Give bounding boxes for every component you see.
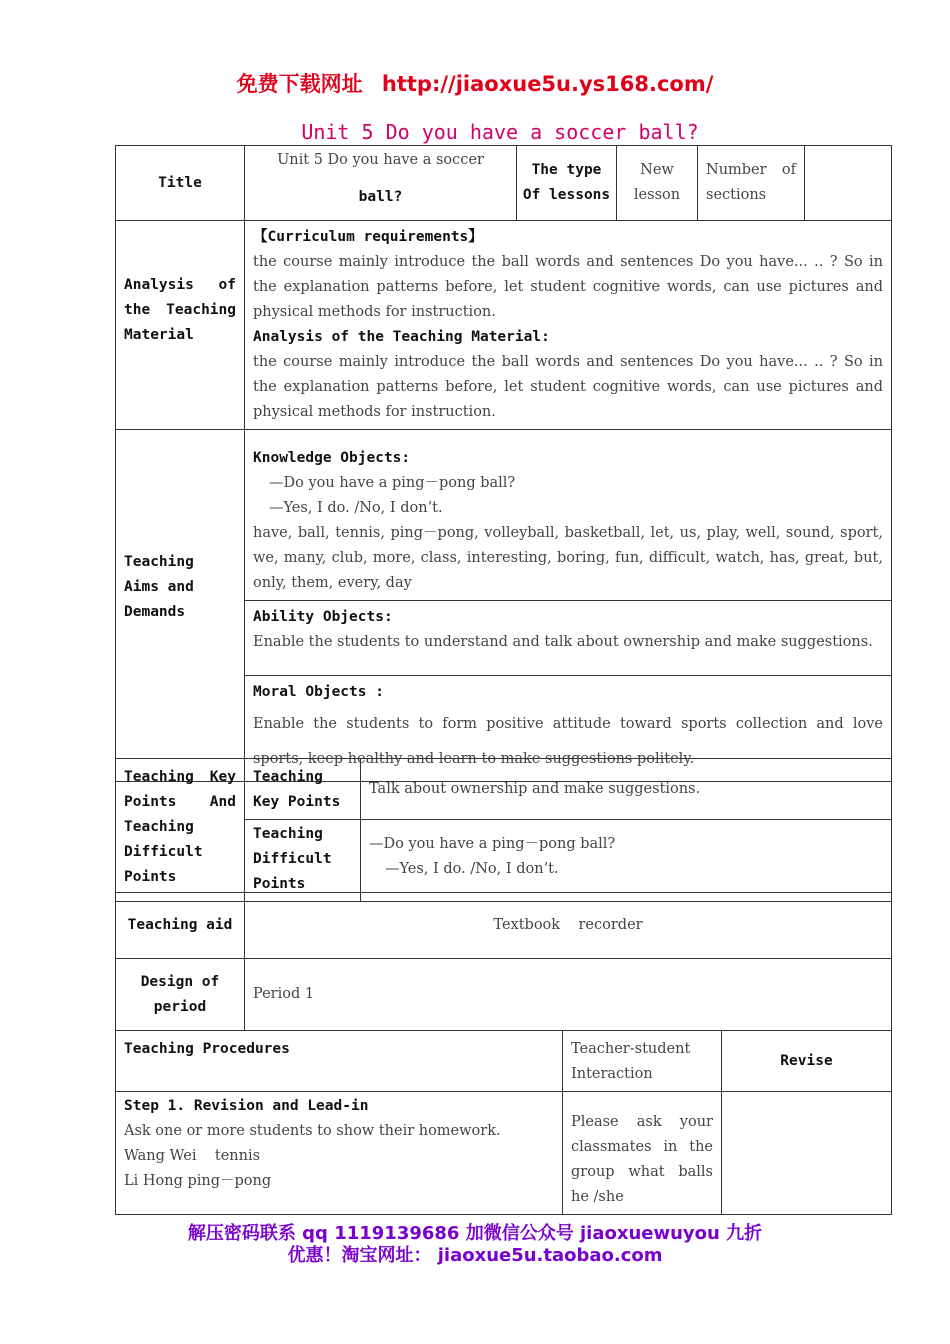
- step-1: [116, 1092, 563, 1215]
- sections-value: [805, 146, 892, 221]
- footer-line2: [0, 1241, 950, 1267]
- interaction-text: Please ask your classmates in the group what balls he /she: [563, 1092, 722, 1215]
- lesson-type-value: New lesson: [617, 146, 698, 221]
- step-1-line1: Ask one or more students to show their homework.: [124, 1123, 501, 1139]
- key-points-table: [115, 758, 892, 902]
- analysis-table: [115, 220, 892, 782]
- procedures-table: [115, 1030, 892, 1215]
- aid-table: [115, 892, 892, 1031]
- teaching-aid-value: Textbook recorder: [245, 893, 892, 959]
- difficult-points-text: [361, 820, 892, 902]
- title-label: Title: [116, 146, 245, 221]
- document-title: Unit 5 Do you have a soccer ball?: [301, 120, 699, 144]
- title-table: [115, 145, 892, 221]
- title-value-line2: ball?: [358, 189, 403, 205]
- curriculum-heading: 【Curriculum requirements】: [253, 229, 483, 245]
- title-value: [245, 146, 517, 221]
- design-label: Design of period: [116, 959, 245, 1031]
- footer-contact-label: 解压密码联系: [187, 1223, 296, 1244]
- revise-cell: [722, 1092, 892, 1215]
- key-points-sublabel: Teaching Key Points: [245, 759, 361, 820]
- moral-heading: Moral Objects :: [253, 684, 384, 700]
- analysis-heading: Analysis of the Teaching Material:: [253, 329, 550, 345]
- analysis-label: Analysis of the Teaching Material: [116, 221, 245, 430]
- download-header: [0, 68, 950, 98]
- footer-discount: 九折: [726, 1223, 763, 1244]
- ability-objects: [245, 601, 892, 676]
- aims-label: Teaching Aims and Demands: [116, 430, 245, 782]
- design-value: Period 1: [245, 959, 892, 1031]
- key-points-text: Talk about ownership and make suggestions.: [361, 759, 892, 820]
- analysis-text: the course mainly introduce the ball words and sentences Do you have... .. ? So in the explanation patterns before, let student cognitive words, can use pictures and physical methods for instruction.: [253, 354, 883, 420]
- moral-text: Enable the students to form positive attitude toward sports collection and love sports, keep healthy and learn to make suggestions politely.: [253, 716, 883, 767]
- footer-shop-label: 优惠！淘宝网址：: [287, 1245, 432, 1266]
- curriculum-text: the course mainly introduce the ball words and sentences Do you have... .. ? So in the explanation patterns before, let student cognitive words, can use pictures and physical methods for instruction.: [253, 254, 883, 320]
- footer-shop-link[interactable]: jiaoxue5u.taobao.com: [437, 1245, 663, 1266]
- lesson-type-label: The type Of lessons: [517, 146, 617, 221]
- ability-heading: Ability Objects:: [253, 609, 393, 625]
- interaction-heading: Teacher-student Interaction: [563, 1031, 722, 1092]
- knowledge-words: have, ball, tennis, ping－pong, volleyball, basketball, let, us, play, well, sound, sport, we, many, club, more, class, interesting, boring, fun, difficult, watch, has, great, but, only, them, every, day: [253, 525, 883, 591]
- teaching-aid-label: Teaching aid: [116, 893, 245, 959]
- key-points-label: Teaching Key Points And Teaching Difficult Points: [116, 759, 245, 902]
- footer-qq: qq 1119139686: [302, 1223, 460, 1244]
- difficult-points-sublabel: Teaching Difficult Points: [245, 820, 361, 902]
- step-1-line2: Wang Wei tennis: [124, 1148, 261, 1164]
- ability-text: Enable the students to understand and talk about ownership and make suggestions.: [253, 634, 873, 650]
- step-1-title: Step 1. Revision and Lead-in: [124, 1098, 369, 1114]
- difficult-question: —Do you have a ping－pong ball?: [369, 836, 616, 852]
- knowledge-heading: Knowledge Objects:: [253, 450, 411, 466]
- knowledge-question: —Do you have a ping－pong ball?: [269, 475, 516, 491]
- knowledge-objects: [245, 430, 892, 601]
- analysis-content: [245, 221, 892, 430]
- procedures-heading: Teaching Procedures: [116, 1031, 563, 1092]
- download-label: 免费下载网址: [236, 72, 363, 96]
- difficult-answer: —Yes, I do. /No, I don’t.: [385, 861, 559, 877]
- step-1-line3: Li Hong ping－pong: [124, 1173, 272, 1189]
- knowledge-answer: —Yes, I do. /No, I don’t.: [269, 500, 443, 516]
- download-url-link[interactable]: http://jiaoxue5u.ys168.com/: [381, 72, 714, 96]
- revise-heading: Revise: [722, 1031, 892, 1092]
- title-value-line1: Unit 5 Do you have a soccer: [277, 152, 484, 168]
- sections-label: Number of sections: [698, 146, 805, 221]
- footer-wechat-label: 加微信公众号: [465, 1223, 574, 1244]
- footer-wechat: jiaoxuewuyou: [580, 1223, 720, 1244]
